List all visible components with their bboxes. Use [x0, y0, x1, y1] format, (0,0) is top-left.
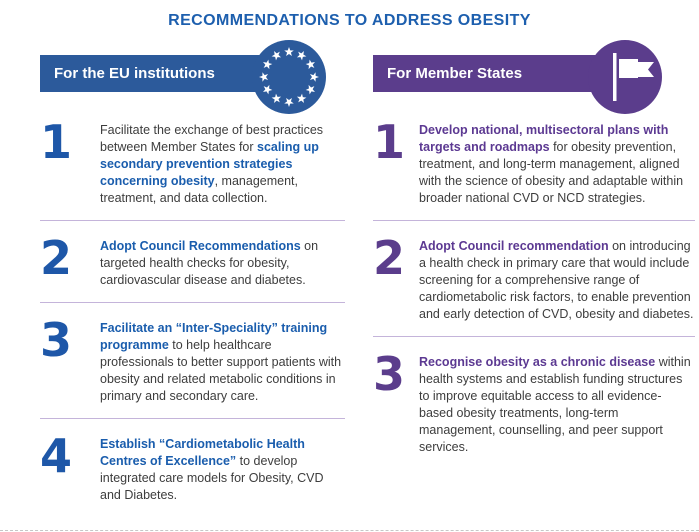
eu-items [40, 115, 345, 504]
item-text [419, 122, 695, 207]
recommendation-item [373, 231, 695, 323]
flag-icon [588, 40, 662, 114]
item-number: 1 [40, 115, 71, 169]
item-text-segment: to develop integrated care models for Obesity, CVD and Diabetes. [100, 454, 324, 502]
item-text-segment: , management, treatment, and data collection. [100, 174, 298, 205]
item-text [100, 238, 345, 289]
item-text-segment: on introducing a health check in primary care that would include screening for a comprehensive range of cardiometabolic risk factors, to enable prevention and early detection of CVD, obesity and diabetes. [419, 239, 694, 321]
item-text-segment: within health systems and establish funding structures to improve equitable access to all evidence-based obesity treatments, long-term management, counselling, and peer support services. [419, 355, 691, 454]
item-text-emphasis: Facilitate an “Inter-Speciality” training programme [100, 321, 328, 352]
ms-header [373, 42, 695, 114]
ms-header-bar [373, 55, 611, 92]
item-number: 4 [40, 429, 71, 483]
item-text-emphasis: Adopt Council Recommendations [100, 239, 301, 253]
ms-items [373, 115, 695, 456]
eu-header-label: For the EU institutions [54, 65, 215, 82]
item-text [100, 122, 345, 207]
column-eu-institutions [40, 42, 345, 504]
item-number: 2 [40, 231, 71, 285]
item-divider [40, 220, 345, 221]
item-text [419, 354, 695, 456]
item-text-emphasis: Develop national, multisectoral plans with targets and roadmaps [419, 123, 669, 154]
item-divider [373, 220, 695, 221]
item-number: 2 [373, 231, 404, 285]
recommendation-item [40, 115, 345, 207]
column-member-states [373, 42, 695, 504]
item-text-emphasis: Establish “Cardiometabolic Health Centres of Excellence” [100, 437, 305, 468]
item-text-segment: Facilitate the exchange of best practices between Member States for [100, 123, 324, 154]
recommendation-item [40, 313, 345, 405]
recommendation-item [373, 115, 695, 207]
item-divider [373, 336, 695, 337]
ms-header-circle [588, 40, 662, 114]
recommendation-item [40, 429, 345, 504]
item-text-emphasis: Adopt Council recommendation [419, 239, 609, 253]
item-text-segment: on targeted health checks for obesity, cardiovascular disease and diabetes. [100, 239, 319, 287]
item-text [100, 320, 345, 405]
recommendation-item [373, 347, 695, 456]
item-number: 1 [373, 115, 404, 169]
item-text-emphasis: scaling up secondary prevention strategies concerning obesity [100, 140, 319, 188]
eu-stars-icon [252, 40, 326, 114]
ms-header-label: For Member States [387, 65, 523, 82]
eu-header-circle [252, 40, 326, 114]
item-divider [40, 302, 345, 303]
recommendation-item [40, 231, 345, 289]
page-title: RECOMMENDATIONS TO ADDRESS OBESITY [168, 12, 531, 29]
item-divider [40, 418, 345, 419]
item-text-segment: for obesity prevention, treatment, and long-term management, aligned with the science of obesity and adaptable within broader national CVD or NCD strategies. [419, 140, 684, 205]
item-text [419, 238, 695, 323]
page-bottom-border [0, 530, 699, 531]
item-text-emphasis: Recognise obesity as a chronic disease [419, 355, 656, 369]
item-text-segment: to help healthcare professionals to better support patients with obesity and related metabolic conditions in primary and secondary care. [100, 338, 342, 403]
item-number: 3 [40, 313, 71, 367]
columns-container [0, 42, 699, 504]
item-text [100, 436, 345, 504]
eu-header [40, 42, 345, 114]
item-number: 3 [373, 347, 404, 401]
